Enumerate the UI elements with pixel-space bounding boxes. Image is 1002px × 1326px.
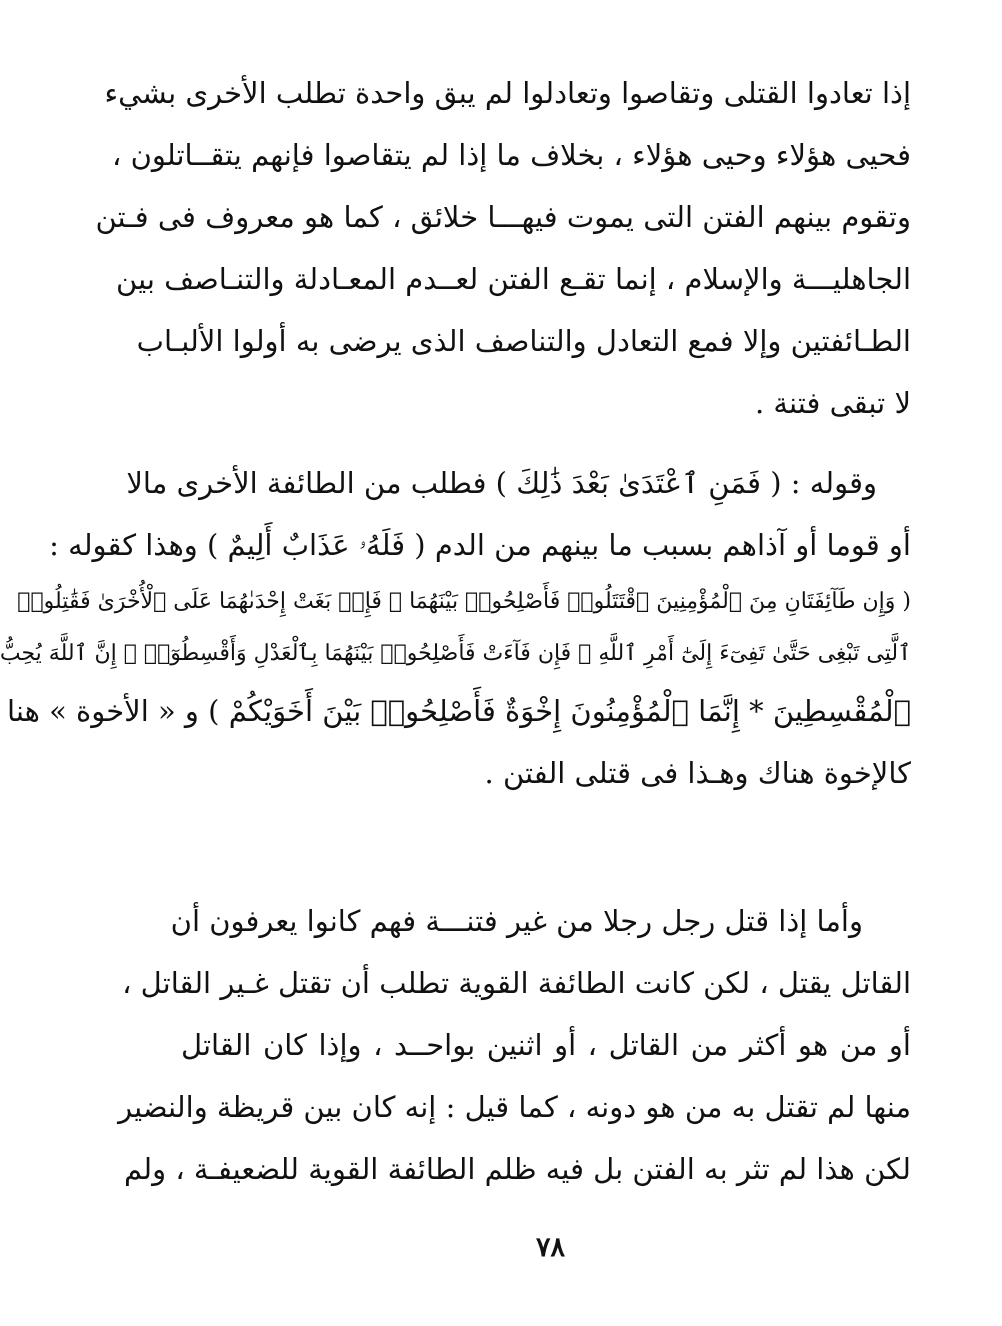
text-line: الجاهليـــة والإسلام ، إنما تقـع الفتن لعــدم المعـادلة والتنـاصف بين [116, 262, 911, 296]
text-line: لا تبقى فتنة . [755, 386, 911, 420]
text-line: وتقوم بينهم الفتن التى يموت فيهـــا خلائق ، كما هو معروف فى فـتن [95, 200, 911, 234]
page-number: ٧٨ [535, 1232, 565, 1263]
text-line: كالإخوة هناك وهـذا فى قتلى الفتن . [484, 756, 911, 790]
quran-verse-line: ٱلَّتِى تَبْغِى حَتَّىٰ تَفِىٓءَ إِلَىٰٓ أَمْرِ ٱللَّهِ ۚ فَإِن فَآءَتْ فَأَصْلِحُوا۟ بَيْنَهُمَا بِٱلْعَدْلِ وَأَقْسِطُوٓا۟ ۖ إِنَّ ٱللَّهَ يُحِبُّ [0, 641, 911, 666]
quran-verse-line: ( وَإِن طَآئِفَتَانِ مِنَ ٱلْمُؤْمِنِينَ ٱقْتَتَلُوا۟ فَأَصْلِحُوا۟ بَيْنَهُمَا ۖ فَإِنۢ بَغَتْ إِحْدَىٰهُمَا عَلَى ٱلْأُخْرَىٰ فَقَٰتِلُوا۟ [17, 589, 911, 614]
text-line: وقوله : ( فَمَنِ ٱعْتَدَىٰ بَعْدَ ذَٰلِكَ ) فطلب من الطائفة الأخرى مالا [126, 466, 877, 500]
paragraph-1 [95, 62, 911, 434]
text-line: أو من هو أكثر من القاتل ، أو اثنين بواحــد ، وإذا كان القاتل [181, 1028, 911, 1062]
text-line: ٱلْمُقْسِطِينَ * إِنَّمَا ٱلْمُؤْمِنُونَ إِخْوَةٌ فَأَصْلِحُوا۟ بَيْنَ أَخَوَيْكُمْ ) و « الأخوة » هنا [7, 694, 911, 728]
paragraph-3 [118, 890, 911, 1200]
paragraph-2 [0, 452, 911, 804]
text-line: القاتل يقتل ، لكن كانت الطائفة القوية تطلب أن تقتل غـير القاتل ، [122, 966, 911, 1000]
text-line: وأما إذا قتل رجل رجلا من غير فتنـــة فهم كانوا يعرفون أن [170, 904, 863, 938]
text-line: فحيى هؤلاء وحيى هؤلاء ، بخلاف ما إذا لم يتقاصوا فإنهم يتقــاتلون ، [112, 138, 911, 172]
text-line: لكن هذا لم تثر به الفتن بل فيه ظلم الطائفة القوية للضعيفـة ، ولم [124, 1152, 911, 1186]
text-line: إذا تعادوا القتلى وتقاصوا وتعادلوا لم يبق واحدة تطلب الأخرى بشيء [104, 76, 911, 110]
text-line: منها لم تقتل به من هو دونه ، كما قيل : إنه كان بين قريظة والنضير [118, 1090, 911, 1124]
text-line: الطـائفتين وإلا فمع التعادل والتناصف الذى يرضى به أولوا الألبـاب [136, 324, 911, 358]
text-line: أو قوما أو آذاهم بسبب ما بينهم من الدم ( فَلَهُۥ عَذَابٌ أَلِيمٌ ) وهذا كقوله : [49, 528, 911, 562]
